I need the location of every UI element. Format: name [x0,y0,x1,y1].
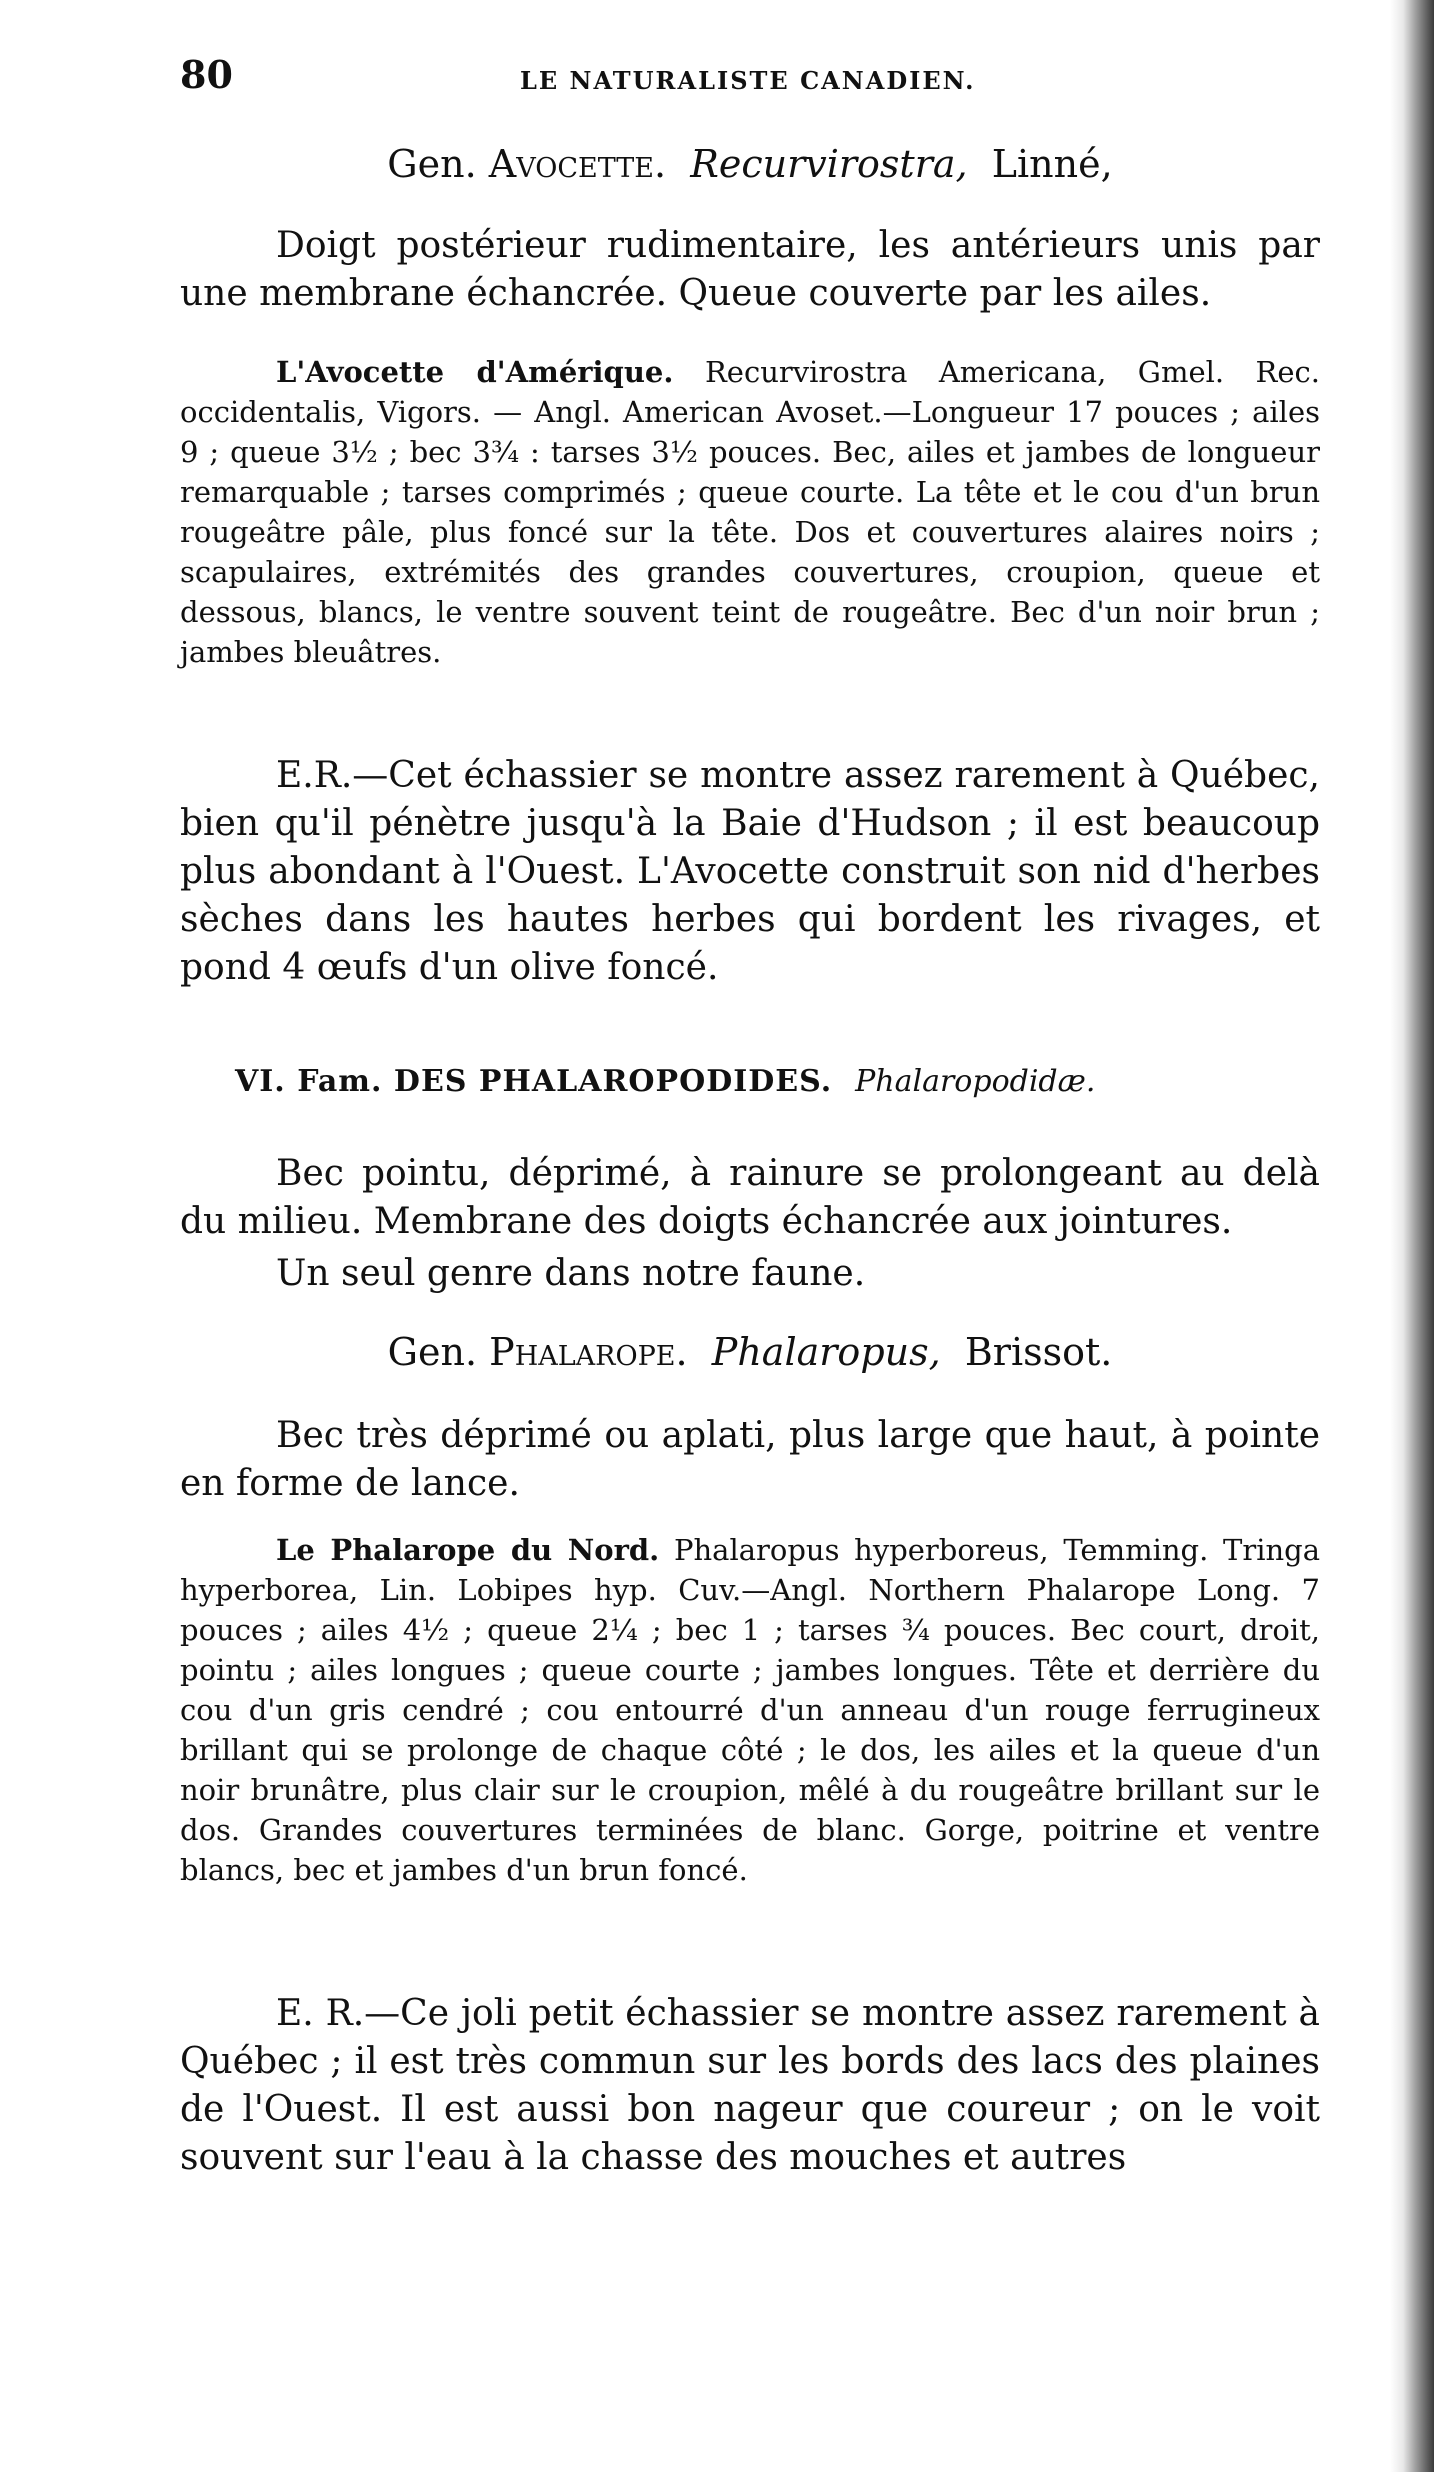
family-latin: Phalaropodidæ. [855,1064,1096,1099]
species-description: Phalaropus hyperboreus, Temming. Tringa hyperborea, Lin. Lobipes hyp. Cuv.—Angl. Northern Phalarope Long. 7 pouces ; ailes 4½ ; queue 2¼ ; bec 1 ; tarses ¾ pouces. Bec court, droit, pointu ; ailes longues ; queue courte ; jambes longues. Tête et derrière du cou d'un gris cendré ; cou entourré d'un anneau d'un rouge ferrugineux brillant qui se prolonge de chaque côté ; le dos, les ailes et la queue d'un noir brunâtre, plus clair sur le croupion, mêlé à du rougeâtre brillant sur le dos. Grandes couvertures terminées de blanc. Gorge, poitrine et ventre blancs, bec et jambes d'un brun foncé. [180,1533,1321,1887]
genus-description: Doigt postérieur rudimentaire, les antérieurs unis par une membrane échancrée. Queue couverte par les ailes. [180,225,1320,314]
journal-title: LE NATURALISTE CANADIEN. [520,66,976,95]
species-name: Le Phalarope du Nord. [276,1533,660,1567]
page-number: 80 [180,52,233,97]
species-name: L'Avocette d'Amérique. [276,355,674,389]
range-label: E.R. [276,755,353,796]
scanned-page-edge [1390,0,1434,2472]
genus-latin: Phalaropus, [711,1330,941,1374]
genus-name: Phalarope. [489,1330,688,1374]
running-head [180,52,1320,102]
range-text: —Ce joli petit échassier se montre assez rarement à Québec ; il est très commun sur les bords des lacs des plaines de l'Ouest. Il est aussi bon nageur que coureur ; on le voit souvent sur l'eau à la chasse des mouches et autres [180,1993,1320,2178]
genus-name: Avocette. [488,142,667,186]
genus-description: Bec très déprimé ou aplati, plus large que haut, à pointe en forme de lance. [180,1415,1320,1504]
family-note: Un seul genre dans notre faune. [276,1253,866,1294]
range-note-avocette [180,752,1320,992]
species-entry-phalarope [180,1530,1320,1890]
genus-heading-avocette [180,142,1320,186]
family-description: Bec pointu, déprimé, à rainure se prolongeant au delà du milieu. Membrane des doigts échancrée aux jointures. [180,1153,1320,1242]
range-note-phalarope [180,1990,1320,2182]
genus-heading-phalarope [180,1330,1320,1374]
range-text: —Cet échassier se montre assez rarement à Québec, bien qu'il pénètre jusqu'à la Baie d'Hudson ; il est beaucoup plus abondant à l'Ouest. L'Avocette construit son nid d'herbes sèches dans les hautes herbes qui bordent les rivages, et pond 4 œufs d'un olive foncé. [180,755,1320,988]
genus-author: Brissot. [964,1330,1113,1374]
species-description: Recurvirostra Americana, Gmel. Rec. occidentalis, Vigors. — Angl. American Avoset.—Longueur 17 pouces ; ailes 9 ; queue 3½ ; bec 3¾ : tarses 3½ pouces. Bec, ailes et jambes de longueur remarquable ; tarses comprimés ; queue courte. La tête et le cou d'un brun rougeâtre pâle, plus foncé sur la tête. Dos et couvertures alaires noirs ; scapulaires, extrémités des grandes couvertures, croupion, queue et dessous, blancs, le ventre souvent teint de rougeâtre. Bec d'un noir brun ; jambes bleuâtres. [180,355,1321,669]
range-label: E. R. [276,1993,365,2034]
genus-author: Linné, [991,142,1113,186]
genus-label: Gen. [387,142,477,186]
genus-label: Gen. [387,1330,478,1374]
family-heading [235,1064,1285,1099]
species-entry-avocette [180,352,1320,672]
genus-latin: Recurvirostra, [690,142,968,186]
family-label: VI. Fam. DES PHALAROPODIDES. [235,1064,833,1099]
